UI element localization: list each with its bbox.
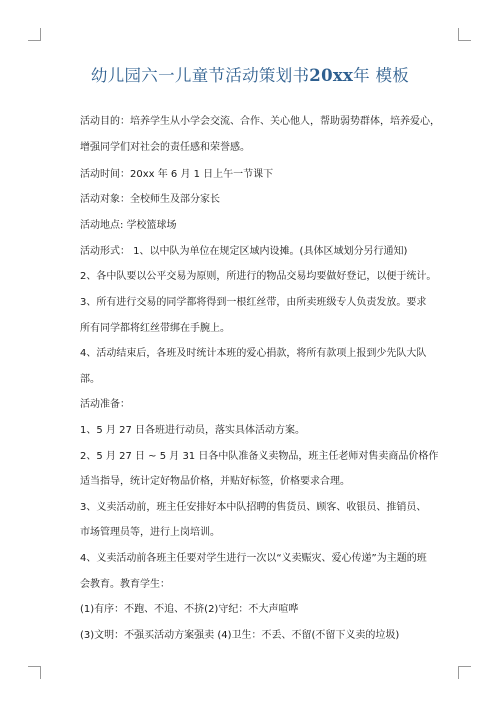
paragraph-location: 活动地点: 学校篮球场 xyxy=(80,220,177,231)
paragraph-format-3: 3、所有进行交易的同学都将得到一根红丝带，由所卖班级专人负责发放。要求 xyxy=(80,297,427,308)
crop-mark-bottom-left xyxy=(28,666,41,679)
paragraph-rules-2: (3)文明：不强买活动方案强卖 (4)卫生：不丢、不留(不留下义卖的垃圾) xyxy=(80,630,400,641)
paragraph-preparation-1: 1、5 月 27 日各班进行动员，落实具体活动方案。 xyxy=(80,425,305,436)
paragraph-preparation-2-cont: 适当指导，统计定好物品价格，并贴好标签，价格要求合理。 xyxy=(80,476,350,487)
crop-mark-top-right xyxy=(458,28,471,41)
paragraph-format-4: 4、活动结束后，各班及时统计本班的爱心捐款，将所有款项上报到少先队大队 xyxy=(80,348,427,359)
paragraph-preparation-4: 4、义卖活动前各班主任要对学生进行一次以“义卖赈灾、爱心传递”为主题的班 xyxy=(80,553,427,564)
paragraph-preparation-heading: 活动准备： xyxy=(80,399,130,410)
paragraph-purpose-cont: 增强同学们对社会的责任感和荣誉感。 xyxy=(80,142,250,153)
crop-mark-bottom-right xyxy=(458,666,471,679)
paragraph-format-3-cont: 所有同学都将红丝带绑在手腕上。 xyxy=(80,323,230,334)
title-suffix: 年 模板 xyxy=(353,66,410,85)
paragraph-format-1: 活动形式： 1、以中队为单位在规定区域内设摊。(具体区域划分另行通知) xyxy=(80,246,408,257)
title-year: 20xx xyxy=(309,66,354,85)
title-main: 幼儿园六一儿童节活动策划书 xyxy=(90,66,310,85)
paragraph-rules-1: (1)有序：不跑、不追、不挤(2)守纪：不大声喧哗 xyxy=(80,604,299,615)
paragraph-purpose: 活动目的：培养学生从小学会交流、合作、关心他人，帮助弱势群体，培养爱心， xyxy=(80,116,440,127)
crop-mark-top-left xyxy=(28,28,41,41)
paragraph-target: 活动对象：全校师生及部分家长 xyxy=(80,194,220,205)
document-title xyxy=(0,62,500,86)
paragraph-preparation-4-cont: 会教育。教育学生： xyxy=(80,579,170,590)
paragraph-preparation-2: 2、5 月 27 日 ~ 5 月 31 日各中队准备义卖物品，班主任老师对售卖商品价格作 xyxy=(80,451,439,462)
paragraph-preparation-3-cont: 市场管理员等，进行上岗培训。 xyxy=(80,527,220,538)
paragraph-format-2: 2、各中队要以公平交易为原则，所进行的物品交易均要做好登记，以便于统计。 xyxy=(80,271,437,282)
paragraph-preparation-3: 3、义卖活动前，班主任安排好本中队招聘的售货员、顾客、收银员、推销员、 xyxy=(80,502,427,513)
paragraph-time: 活动时间：20xx 年 6 月 1 日上午一节课下 xyxy=(80,169,274,180)
paragraph-format-4-cont: 部。 xyxy=(80,374,100,385)
